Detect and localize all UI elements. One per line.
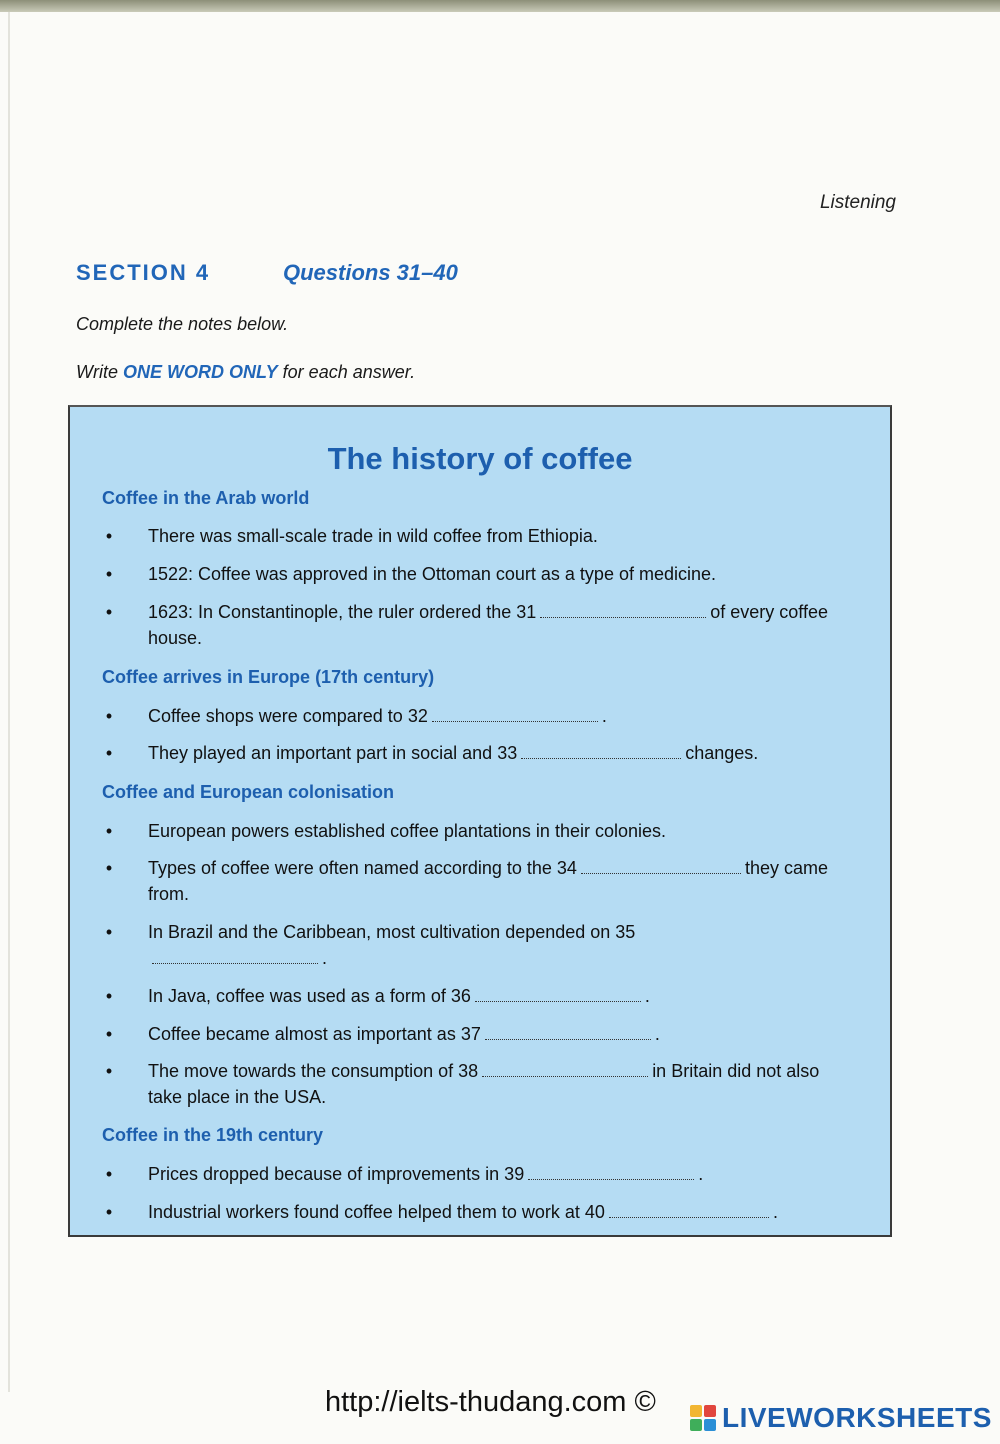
note-item-13: • Industrial workers found coffee helped them to work at 40 . xyxy=(102,1199,842,1225)
note-item-12: • Prices dropped because of improvements in 39 . xyxy=(102,1161,842,1187)
instruction-word-limit: Write ONE WORD ONLY for each answer. xyxy=(76,362,416,382)
bullet-icon: • xyxy=(105,922,113,942)
liveworksheets-logo-text: LIVEWORKSHEETS xyxy=(722,1402,992,1433)
notes-title: The history of coffee xyxy=(327,441,633,476)
answer-gap-33[interactable] xyxy=(521,744,681,759)
note-item-3: • 1623: In Constantinople, the ruler ordered the 31 of every coffee house. xyxy=(102,599,842,651)
answer-gap-37[interactable] xyxy=(485,1025,651,1040)
answer-gap-38[interactable] xyxy=(482,1062,648,1077)
bullet-icon: • xyxy=(105,564,113,584)
note-item-2: • 1522: Coffee was approved in the Ottoman court as a type of medicine. xyxy=(102,561,842,587)
note-item-10: • Coffee became almost as important as 37 . xyxy=(102,1021,842,1047)
page-edge xyxy=(8,12,10,1392)
word-limit-highlight: ONE WORD ONLY xyxy=(123,362,278,382)
subhead-europe: Coffee arrives in Europe (17th century) xyxy=(102,667,435,687)
liveworksheets-logo[interactable] xyxy=(690,1398,992,1438)
note-item-8: • In Brazil and the Caribbean, most cultivation depended on 35. xyxy=(102,919,662,971)
answer-gap-31[interactable] xyxy=(540,603,706,618)
answer-gap-35[interactable] xyxy=(152,949,318,964)
answer-gap-39[interactable] xyxy=(528,1165,694,1180)
subhead-colonisation: Coffee and European colonisation xyxy=(102,782,395,802)
bullet-icon: • xyxy=(105,1061,113,1081)
note-item-4: • Coffee shops were compared to 32 . xyxy=(102,703,842,729)
bullet-icon: • xyxy=(105,743,113,763)
bullet-icon: • xyxy=(105,602,113,622)
note-item-11: • The move towards the consumption of 38 in Britain did not also take place in the USA. xyxy=(102,1058,842,1110)
footer-url[interactable]: http://ielts-thudang.com © xyxy=(325,1386,656,1418)
note-item-1: • There was small-scale trade in wild coffee from Ethiopia. xyxy=(102,523,842,549)
instruction-complete: Complete the notes below. xyxy=(76,314,289,334)
bullet-icon: • xyxy=(105,1164,113,1184)
logo-square xyxy=(690,1405,702,1417)
answer-gap-32[interactable] xyxy=(432,707,598,722)
section-label: SECTION 4 xyxy=(76,260,211,285)
liveworksheets-logo-icon xyxy=(690,1405,716,1431)
answer-gap-36[interactable] xyxy=(475,987,641,1002)
answer-gap-40[interactable] xyxy=(609,1203,769,1218)
bullet-icon: • xyxy=(105,526,113,546)
scan-top-edge xyxy=(0,0,1000,12)
note-item-7: • Types of coffee were often named according to the 34 they came from. xyxy=(102,855,842,907)
note-item-5: • They played an important part in social and 33 changes. xyxy=(102,740,842,766)
bullet-icon: • xyxy=(105,1202,113,1222)
bullet-icon: • xyxy=(105,986,113,1006)
subhead-19th-century: Coffee in the 19th century xyxy=(102,1125,324,1145)
logo-square xyxy=(704,1405,716,1417)
running-head: Listening xyxy=(819,192,896,213)
logo-square xyxy=(704,1419,716,1431)
bullet-icon: • xyxy=(105,706,113,726)
note-item-6: • European powers established coffee plantations in their colonies. xyxy=(102,818,842,844)
note-item-9: • In Java, coffee was used as a form of 36 . xyxy=(102,983,842,1009)
notes-box xyxy=(68,405,892,1237)
subhead-arab-world: Coffee in the Arab world xyxy=(102,488,310,508)
answer-gap-34[interactable] xyxy=(581,859,741,874)
bullet-icon: • xyxy=(105,858,113,878)
logo-square xyxy=(690,1419,702,1431)
bullet-icon: • xyxy=(105,1024,113,1044)
bullet-icon: • xyxy=(105,821,113,841)
questions-range: Questions 31–40 xyxy=(283,260,458,285)
